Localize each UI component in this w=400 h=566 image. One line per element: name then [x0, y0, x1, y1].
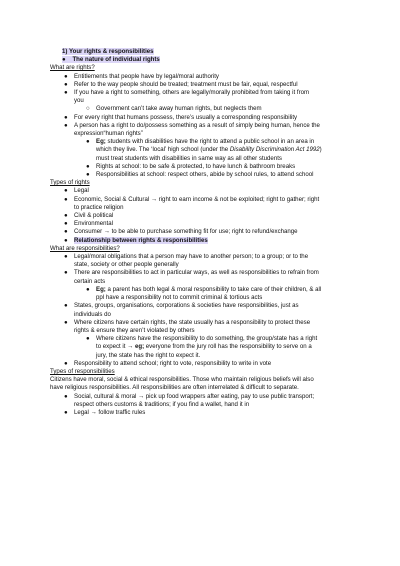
list-item: ● States, groups, organisations, corporations & societies have responsibilities, just as [64, 302, 299, 310]
list-item-continuation: expression“human rights” [74, 130, 143, 138]
topic-title: Types of responsibilities [50, 367, 115, 375]
paragraph-line: have religious responsibilities. All responsibilities are often interrelated & difficult to separate. [50, 384, 299, 392]
bullet-icon: ● [64, 253, 68, 261]
list-item: ● Eg; a parent has both legal & moral responsibility to take care of their children, & all [86, 285, 322, 293]
bullet-icon: ● [86, 285, 90, 293]
list-item: ● Legal → follow traffic rules [64, 408, 146, 416]
bullet-icon: ● [64, 89, 68, 97]
list-item: ● Eg; students with disabilities have the right to attend a public school in an area in [86, 138, 315, 146]
bullet-icon: ● [64, 220, 68, 228]
list-item: ● Where citizens have certain rights, the state usually has a responsibility to protect these [64, 318, 311, 326]
list-item-continuation: respect others customs & traditions; if you find a wallet, hand it in [74, 400, 250, 408]
list-item: ● Rights at school: to be safe & protected, to have lunch & bathroom breaks [86, 162, 296, 170]
list-item: ● If you have a right to something, others are legally/morally prohibited from taking it from [64, 89, 310, 97]
section-heading: 1) Your rights & responsibilities [62, 48, 154, 55]
bullet-icon: ● [64, 302, 68, 310]
list-item-continuation: rights & ensure they aren’t violated by others [74, 326, 195, 334]
subsection-heading: ● Relationship between rights & responsibilities [64, 236, 208, 244]
list-item: ● Social, cultural & moral → pick up food wrappers after eating, pay to use public transport; [64, 392, 315, 400]
list-item-continuation: state, society or other people generally [74, 261, 179, 269]
bullet-icon: ● [86, 335, 90, 343]
circle-bullet-icon: ○ [86, 105, 90, 113]
bullet-icon: ● [64, 113, 68, 121]
bullet-icon: ● [86, 162, 90, 170]
topic-title: What are responsibilities? [50, 244, 120, 252]
bullet-icon: ● [64, 269, 68, 277]
heading-text: ● The nature of individual rights [62, 56, 160, 64]
list-item: ● Legal [64, 187, 89, 195]
bullet-icon: ● [64, 408, 68, 416]
list-item: ● Civil & political [64, 212, 114, 220]
list-item-continuation: certain acts [74, 277, 106, 285]
list-item: ● A person has a right to do/possess something as a result of simply being human, hence the [64, 121, 320, 129]
list-item-continuation: you [74, 97, 84, 105]
list-item: ● Where citizens have the responsibility to do something, the group/state has a right [86, 335, 318, 343]
bullet-icon: ● [64, 318, 68, 326]
list-item-continuation: to practice religion [74, 203, 124, 211]
bullet-icon: ● [64, 72, 68, 80]
bullet-icon: ● [64, 80, 68, 88]
bullet-icon: ● [64, 195, 68, 203]
list-item-continuation: which they live. The ‘local’ high school (under the Disability Discrimination Act 1992) [96, 146, 322, 154]
list-item: ● Responsibility to attend school; right to vote, responsibility to write in vote [64, 359, 272, 367]
list-item-continuation: jury, the state has the right to expect it. [96, 351, 201, 359]
list-item: ● Economic, Social & Cultural → right to earn income & not be exploited; right to gather; right [64, 195, 320, 203]
list-item: ● Refer to the way people should be treated; treatment must be fair, equal, respectful [64, 80, 298, 88]
bullet-icon: ● [64, 236, 68, 244]
subsection-heading [50, 56, 360, 64]
paragraph-line: Citizens have moral, social & ethical responsibilities. Those who maintain religious beliefs will also [50, 376, 314, 384]
bullet-icon: ● [86, 138, 90, 146]
list-item: ○ Government can’t take away human rights, but neglects them [86, 105, 262, 113]
list-item: ● For every right that humans possess, there’s usually a corresponding responsibility [64, 113, 298, 121]
bullet-icon: ● [64, 228, 68, 236]
list-item-continuation: individuals do [74, 310, 111, 318]
list-item-continuation: ppl have a responsibility not to commit criminal & tortious acts [96, 294, 263, 302]
bullet-icon: ● [64, 121, 68, 129]
topic-title: What are rights? [50, 64, 95, 72]
topic-title: Types of rights [50, 179, 90, 187]
list-item: ● Legal/moral obligations that a person may have to another person; to a group; or to the [64, 253, 309, 261]
list-item: ● Consumer → to be able to purchase something fit for use; right to refund/exchange [64, 228, 298, 236]
bullet-icon: ● [64, 212, 68, 220]
list-item: ● Responsibilities at school: respect others, abide by school rules, to attend school [86, 171, 314, 179]
bullet-icon: ● [64, 359, 68, 367]
bullet-icon: ● [64, 187, 68, 195]
list-item-continuation: to expect it → eg; everyone from the jury roll has the responsibility to serve on a [96, 343, 312, 351]
list-item-continuation: must treat students with disabilities in same way as all other students [96, 154, 282, 162]
list-item: ● There are responsibilities to act in particular ways, as well as responsibilities to refrain from [64, 269, 319, 277]
bullet-icon: ● [86, 171, 90, 179]
bullet-icon: ● [64, 392, 68, 400]
list-item: ● Environmental [64, 220, 113, 228]
list-item: ● Entitlements that people have by legal/moral authority [64, 72, 219, 80]
